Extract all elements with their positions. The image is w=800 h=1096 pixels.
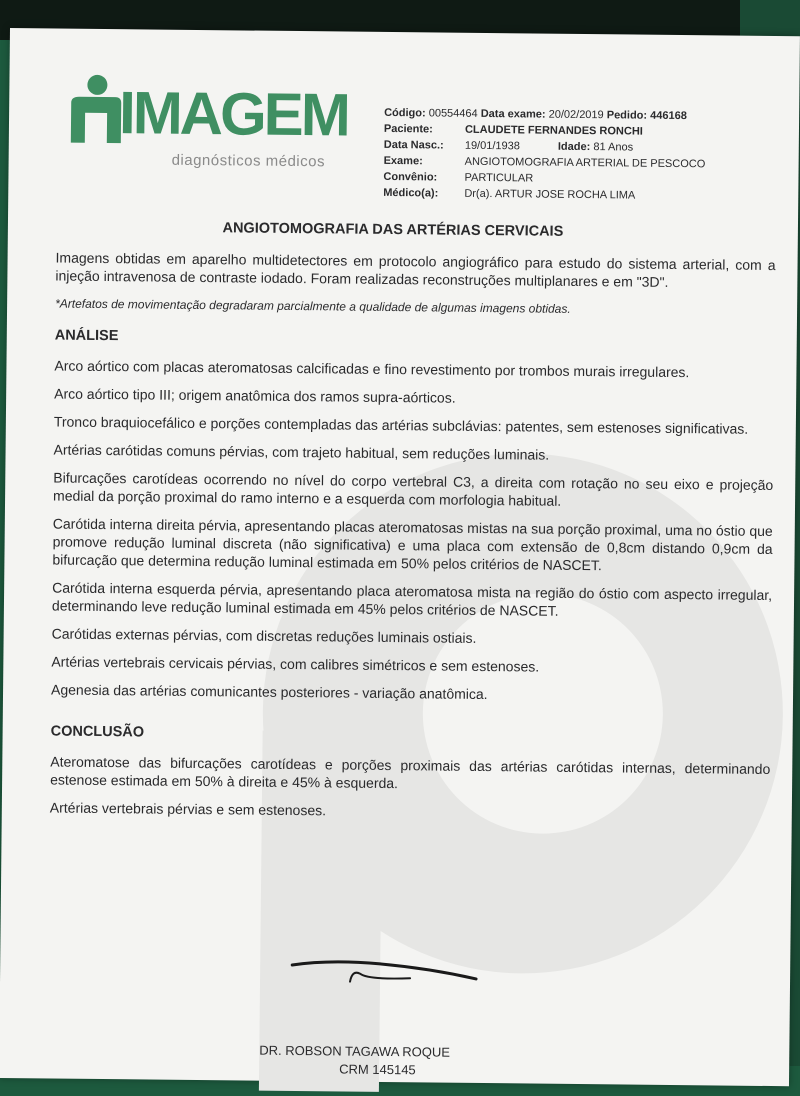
idade-value: 81 Anos [593, 141, 634, 154]
report-paper [0, 28, 800, 1086]
report-body [50, 248, 776, 834]
doctor-crm: CRM 145145 [339, 1061, 416, 1078]
codigo-label: Código: [384, 106, 426, 120]
medico-label: Médico(a): [383, 186, 439, 200]
data-nasc-value: 19/01/1938 [464, 139, 520, 153]
paciente-value: CLAUDETE FERNANDES RONCHI [464, 123, 643, 138]
analysis-paragraph: Carótidas externas pérvias, com discretas reduções luminais ostiais. [51, 625, 477, 646]
analysis-paragraph: Bifurcações carotídeas ocorrendo no nível do corpo vertebral C3, a direita com rotação no seu eixo e projeção medial da porção proximal do ramo interno e a esquerda com morfologia habitual. [53, 469, 774, 509]
conclusion-paragraph: Artérias vertebrais pérvias e sem estenoses. [49, 799, 327, 819]
intro-paragraph: Imagens obtidas em aparelho multidetectores em protocolo angiográfico para estudo do sistema arterial, com a injeção intravenosa de contraste iodado. Foram realizadas reconstruções multiplanares e em "3D". [55, 249, 776, 290]
idade-label: Idade: [557, 140, 591, 154]
analysis-paragraph: Arco aórtico com placas ateromatosas calcificadas e fino revestimento por trombos murais irregulares. [54, 357, 690, 381]
data-exame-value: 20/02/2019 [548, 108, 604, 122]
report-title: ANGIOTOMOGRAFIA DAS ARTÉRIAS CERVICAIS [222, 220, 564, 240]
analysis-paragraph: Artérias carótidas comuns pérvias, com trajeto habitual, sem reduções luminais. [53, 441, 550, 463]
analysis-paragraph: Arco aórtico tipo III; origem anatômica dos ramos supra-aórticos. [54, 385, 456, 406]
data-nasc-label: Data Nasc.: [383, 138, 444, 152]
exame-label: Exame: [383, 154, 423, 168]
patient-header [383, 105, 784, 205]
clinic-logo [66, 69, 357, 182]
analysis-paragraph: Tronco braquiocefálico e porções contempladas das artérias subclávias: patentes, sem estenoses significativas. [53, 413, 749, 437]
signature-scribble [290, 951, 480, 993]
analysis-heading: ANÁLISE [54, 327, 119, 345]
codigo-value: 00554464 [428, 107, 478, 120]
exame-value: ANGIOTOMOGRAFIA ARTERIAL DE PESCOCO [464, 155, 706, 171]
analysis-paragraph: Artérias vertebrais cervicais pérvias, com calibres simétricos e sem estenoses. [51, 653, 540, 675]
doctor-name: DR. ROBSON TAGAWA ROQUE [259, 1042, 451, 1060]
medico-value: Dr(a). ARTUR JOSE ROCHA LIMA [464, 187, 636, 202]
convenio-value: PARTICULAR [464, 171, 534, 185]
analysis-paragraph: Carótida interna esquerda pérvia, apresentando placa ateromatosa mista na região do óstio com aspecto irregular, determinando leve redução luminal estimada em 45% pelos critérios de NASCET. [51, 579, 773, 619]
logo-wordmark: IMAGEM [118, 79, 349, 149]
logo-figure-icon [67, 73, 124, 154]
conclusion-paragraph: Ateromatose das bifurcações carotídeas e porções proximais das artérias carótidas internas, determinando estenose estimada em 50% à direita e 45% à esquerda. [50, 753, 771, 792]
conclusion-heading: CONCLUSÃO [50, 723, 145, 741]
artifact-note: *Artefatos de movimentação degradaram parcialmente a qualidade de algumas imagens obtidas. [55, 296, 571, 316]
logo-subtitle: diagnósticos médicos [171, 151, 326, 171]
header-row-doctor [383, 185, 783, 205]
pedido-label: Pedido: [606, 109, 648, 122]
pedido-value: 446168 [650, 109, 687, 123]
paciente-label: Paciente: [383, 122, 433, 136]
analysis-paragraph: Carótida interna direita pérvia, apresentando placas ateromatosas mistas na sua porção proximal, uma no óstio que promove redução luminal discreta (não significativa) e uma placa com extensão de 0,8cm distando 0,9cm da bifurcação que determina redução luminal estimada em 50% pelos critérios de NASCET. [52, 515, 773, 574]
data-exame-label: Data exame: [480, 107, 546, 121]
convenio-label: Convênio: [383, 170, 438, 184]
analysis-paragraph: Agenesia das artérias comunicantes posteriores - variação anatômica. [50, 681, 488, 703]
